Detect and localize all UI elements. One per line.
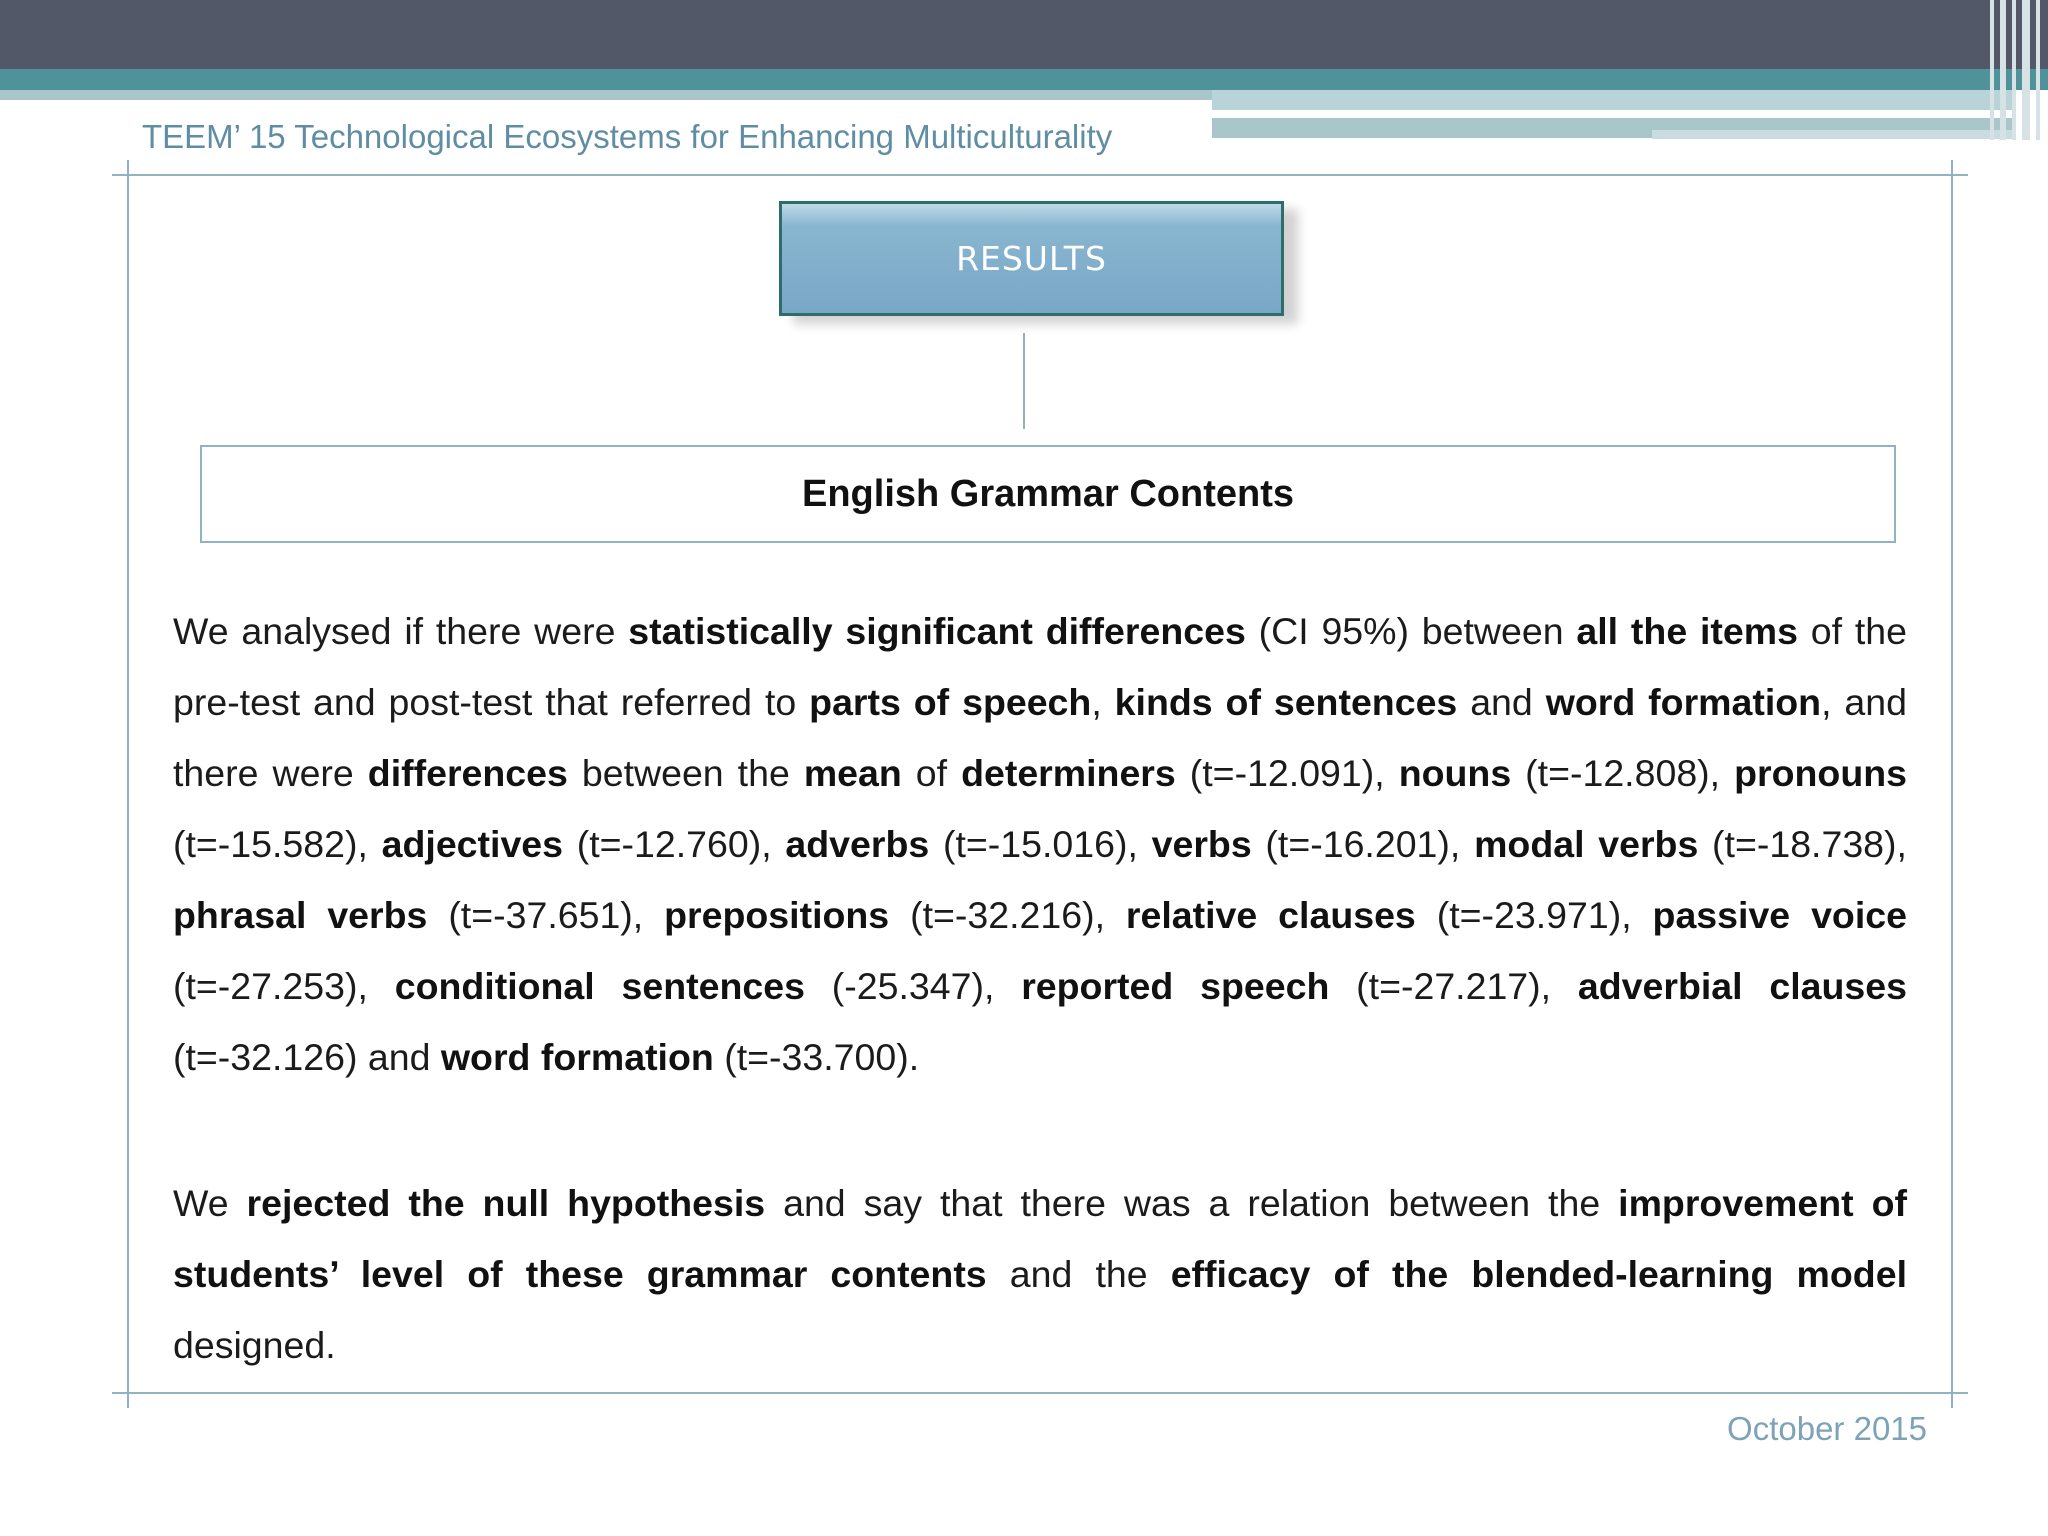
emphasis-text: word formation — [440, 1036, 714, 1078]
body-text: (t=-27.217), — [1329, 965, 1578, 1007]
header-decor-stripe — [1212, 90, 2012, 110]
corner-decor-stripe — [1990, 0, 1994, 140]
emphasis-text: prepositions — [664, 894, 890, 936]
body-text: We — [173, 1182, 247, 1224]
emphasis-text: relative clauses — [1125, 894, 1416, 936]
emphasis-text: differences — [367, 752, 568, 794]
emphasis-text: pronouns — [1734, 752, 1907, 794]
body-text: and — [1457, 681, 1546, 723]
corner-decor-stripe — [2012, 0, 2016, 140]
header-decor-stripe — [1652, 130, 2012, 139]
emphasis-text: reported speech — [1021, 965, 1330, 1007]
body-text: (t=-32.126) and — [173, 1036, 441, 1078]
emphasis-text: conditional sentences — [394, 965, 805, 1007]
section-title: English Grammar Contents — [802, 472, 1294, 515]
emphasis-text: statistically significant differences — [628, 610, 1246, 652]
body-text: (t=-37.651), — [427, 894, 665, 936]
emphasis-text: nouns — [1398, 752, 1512, 794]
frame-top-line — [112, 174, 1968, 176]
conference-title: TEEM’ 15 Technological Ecosystems for Enhancing Multiculturality — [142, 118, 1113, 155]
body-text: and the — [986, 1253, 1171, 1295]
top-banner-light-stripe — [0, 90, 1212, 100]
body-text: between the — [567, 752, 804, 794]
body-text: (t=-12.808), — [1511, 752, 1735, 794]
emphasis-text: mean — [803, 752, 902, 794]
emphasis-text: modal verbs — [1474, 823, 1699, 865]
body-text: , and there were — [173, 681, 1907, 794]
paragraph-analysis — [173, 596, 1907, 1093]
frame-right-line — [1951, 160, 1953, 1408]
body-text: (-25.347), — [804, 965, 1022, 1007]
body-text: (t=-15.582), — [173, 823, 382, 865]
emphasis-text: verbs — [1151, 823, 1252, 865]
emphasis-text: parts of speech — [809, 681, 1092, 723]
emphasis-text: phrasal verbs — [173, 894, 428, 936]
top-banner-teal-stripe — [0, 69, 2048, 90]
body-text: and say that there was a relation between the — [765, 1182, 1619, 1224]
emphasis-text: adjectives — [381, 823, 564, 865]
results-button-label: RESULTS — [956, 239, 1107, 278]
frame-bottom-line — [112, 1392, 1968, 1394]
body-text: (CI 95%) between — [1245, 610, 1577, 652]
section-title-box — [200, 445, 1896, 543]
body-text: of — [901, 752, 962, 794]
body-text: (t=-33.700). — [713, 1036, 920, 1078]
body-text: , — [1091, 681, 1115, 723]
body-text: (t=-12.091), — [1175, 752, 1399, 794]
body-text: (t=-16.201), — [1251, 823, 1475, 865]
body-text: (t=-27.253), — [173, 965, 395, 1007]
emphasis-text: improvement of students’ level of these grammar contents — [173, 1182, 1907, 1295]
corner-decor-stripe — [2022, 0, 2030, 140]
body-text: of the pre-test and post-test that referred to — [173, 610, 1907, 723]
body-text: designed. — [173, 1324, 336, 1366]
emphasis-text: determiners — [961, 752, 1176, 794]
body-text: (t=-12.760), — [563, 823, 786, 865]
body-text: We analysed if there were — [173, 610, 629, 652]
footer-date: October 2015 — [1727, 1410, 1927, 1447]
emphasis-text: efficacy of the blended-learning model — [1170, 1253, 1907, 1295]
results-button[interactable] — [779, 201, 1284, 316]
emphasis-text: all the items — [1576, 610, 1798, 652]
emphasis-text: adverbs — [785, 823, 930, 865]
body-text: (t=-23.971), — [1415, 894, 1653, 936]
top-banner — [0, 0, 2048, 69]
header-decor-line — [1212, 111, 1897, 116]
body-text: (t=-32.216), — [889, 894, 1126, 936]
emphasis-text: kinds of sentences — [1114, 681, 1458, 723]
corner-decor-stripe — [2000, 0, 2006, 140]
body-text: (t=-18.738), — [1698, 823, 1907, 865]
body-text: (t=-15.016), — [929, 823, 1152, 865]
emphasis-text: rejected the null hypothesis — [246, 1182, 766, 1224]
corner-decor-stripe — [2036, 0, 2040, 140]
emphasis-text: adverbial clauses — [1577, 965, 1907, 1007]
paragraph-conclusion — [173, 1168, 1907, 1381]
connector-line — [1023, 333, 1025, 429]
emphasis-text: passive voice — [1652, 894, 1907, 936]
emphasis-text: word formation — [1545, 681, 1822, 723]
frame-left-line — [127, 160, 129, 1408]
